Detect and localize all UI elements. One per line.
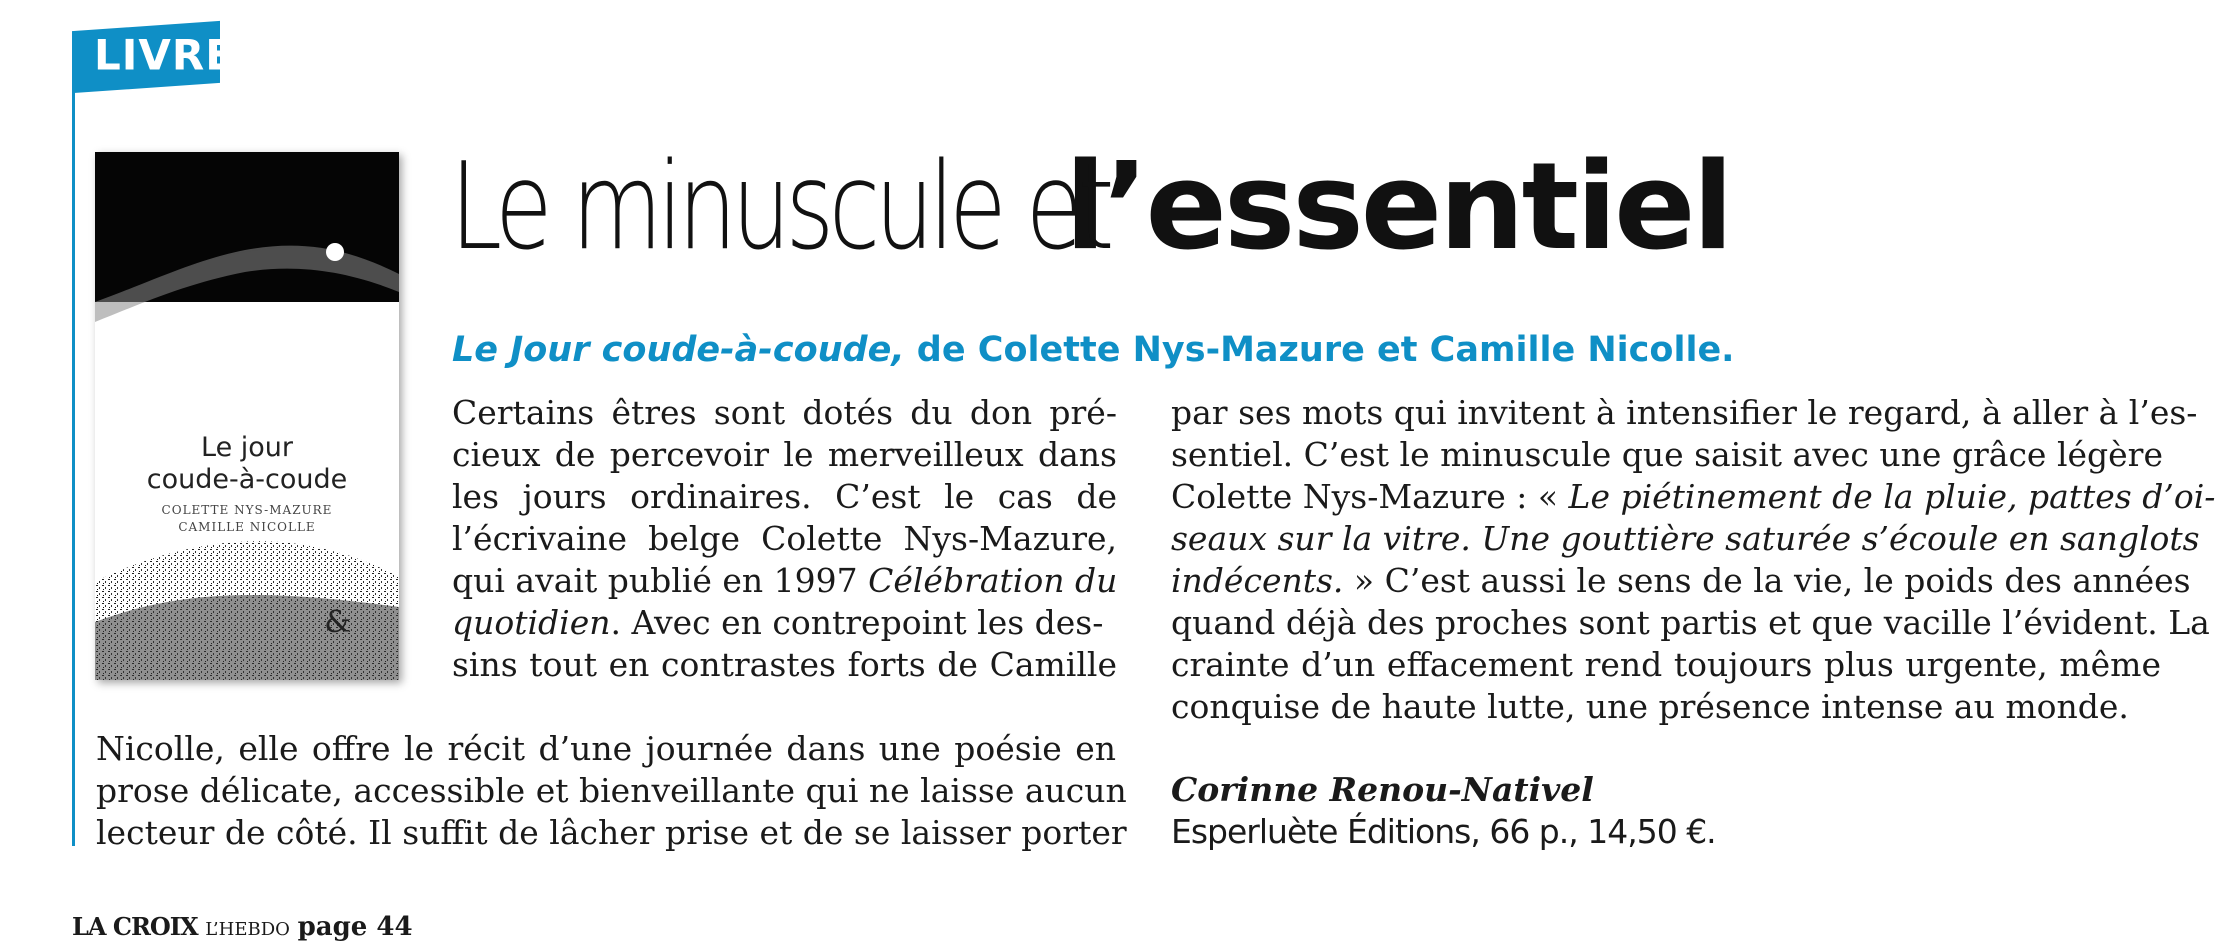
subtitle <box>452 330 1734 370</box>
cover-title <box>95 432 399 496</box>
cover-authors <box>95 502 399 536</box>
text-segment: . Avec en contrepoint les des- <box>610 603 1104 642</box>
cover-author2: CAMILLE NICOLLE <box>178 520 316 534</box>
book-cover-art <box>95 152 399 680</box>
text-line: crainte d’un effacement rend toujours plus urgente, même <box>1171 645 2161 684</box>
publisher-info: Esperluète Éditions, 66 p., 14,50 €. <box>1171 812 1716 851</box>
book-title-italic: Célébration du <box>868 561 1118 600</box>
text-line: sentiel. C’est le minuscule que saisit avec une grâce légère <box>1171 435 2163 474</box>
text-line: l’écrivaine belge Colette Nys-Mazure, <box>452 519 1117 558</box>
cover-title-line1: Le jour <box>201 432 293 463</box>
publisher-logo: & <box>324 605 351 640</box>
text-line: lecteur de côté. Il suffit de lâcher prise et de se laisser porter <box>96 813 1127 852</box>
text-line <box>452 602 1117 644</box>
rubric-rule <box>72 86 75 846</box>
book-cover <box>95 152 399 680</box>
text-line: sins tout en contrastes forts de Camille <box>452 645 1117 684</box>
text-segment: » C’est aussi le sens de la vie, le poids des années <box>1343 561 2191 600</box>
author-signature: Corinne Renou-Nativel <box>1171 770 1594 809</box>
text-line: quand déjà des proches sont partis et que vacille l’évident. La <box>1171 603 2210 642</box>
text-segment: qui avait publié en 1997 <box>452 561 869 600</box>
page-footer <box>72 912 413 942</box>
footer-sub: L’HEBDO <box>205 919 290 940</box>
text-line: par ses mots qui invitent à intensifier le regard, à aller à l’es- <box>1171 393 2198 432</box>
book-title-italic: quotidien <box>452 603 611 642</box>
article-column-1 <box>452 392 1117 686</box>
text-line: Certains êtres sont dotés du don pré- <box>452 393 1117 432</box>
headline-light: Le minuscule et <box>450 138 1109 277</box>
cover-title-line2: coude-à-coude <box>146 464 348 495</box>
cover-author1: COLETTE NYS-MAZURE <box>161 503 333 517</box>
article-column-2 <box>1171 392 2216 728</box>
article-column-1-wide <box>96 728 1127 854</box>
text-line: les jours ordinaires. C’est le cas de <box>452 477 1117 516</box>
page-number: page 44 <box>297 912 413 942</box>
headline <box>450 138 1731 278</box>
text-line: cieux de percevoir le merveilleux dans <box>452 435 1117 474</box>
text-segment: Colette Nys-Mazure : « <box>1171 477 1569 516</box>
subtitle-book-title: Le Jour coude-à-coude, <box>452 330 905 370</box>
quote-italic: indécents. <box>1171 561 1344 600</box>
footer-brand: LA CROIX <box>72 912 198 941</box>
text-line <box>1171 476 2216 518</box>
text-line: prose délicate, accessible et bienveillante qui ne laisse aucun <box>96 771 1127 810</box>
text-line: conquise de haute lutte, une présence intense au monde. <box>1171 687 2129 726</box>
text-line <box>1171 518 2200 560</box>
text-line <box>452 560 1117 602</box>
text-line <box>1171 560 2191 602</box>
quote-italic: Le piétinement de la pluie, pattes d’oi- <box>1568 477 2216 516</box>
subtitle-authors: de Colette Nys-Mazure et Camille Nicolle. <box>904 330 1735 370</box>
quote-italic: seaux sur la vitre. Une gouttière saturée s’écoule en sanglots <box>1171 519 2200 558</box>
text-line: Nicolle, elle offre le récit d’une journée dans une poésie en <box>96 729 1116 768</box>
rubric-label: LIVRE <box>94 30 235 80</box>
rubric-tag <box>72 21 235 93</box>
headline-bold: l’essentiel <box>1064 138 1731 277</box>
